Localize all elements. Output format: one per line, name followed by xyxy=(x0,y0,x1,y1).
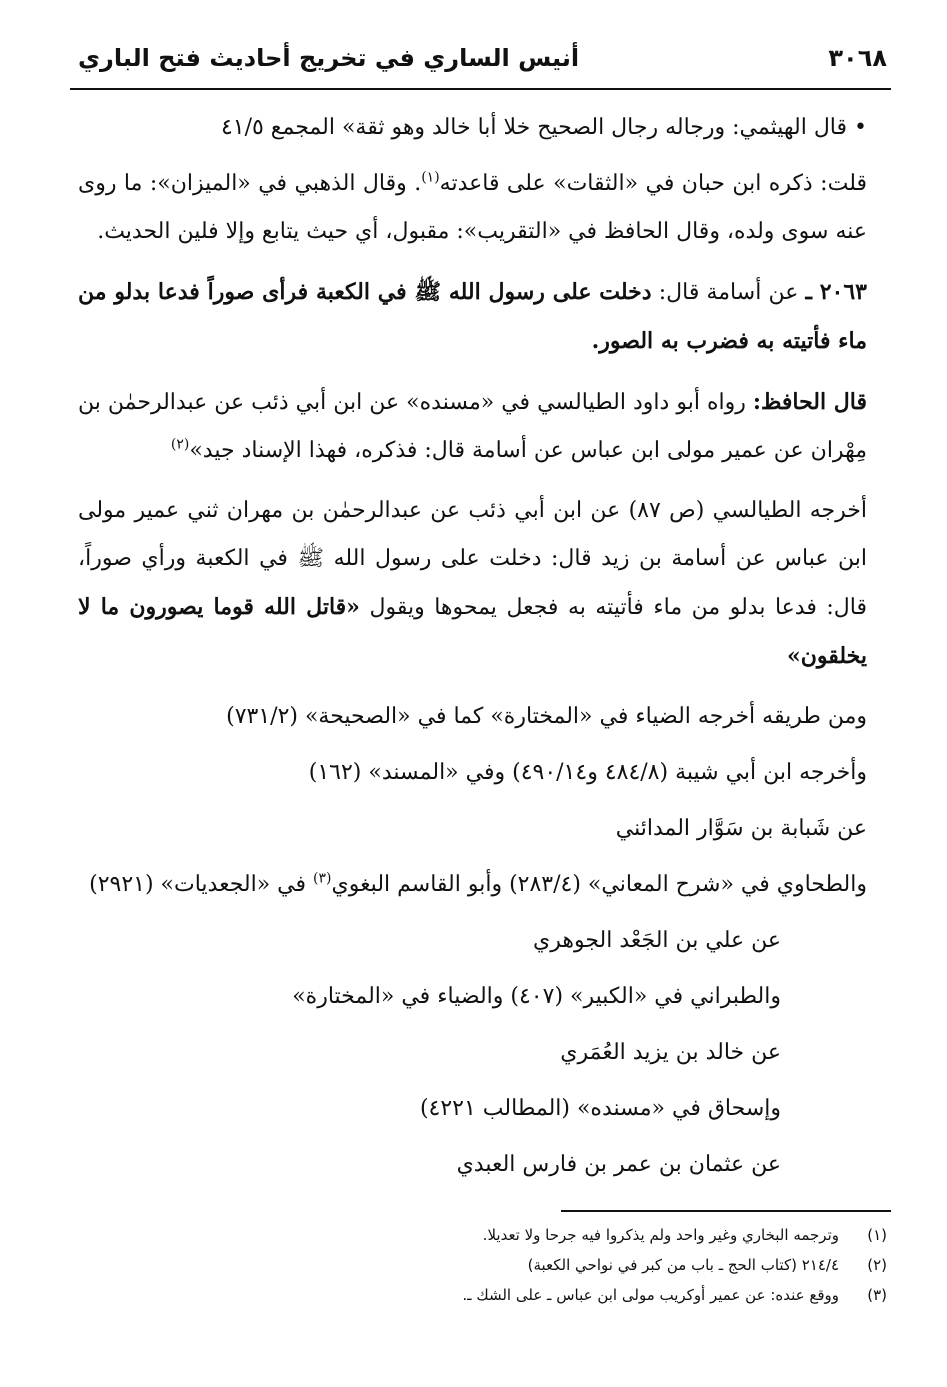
footnote-ref-1[interactable]: (١) xyxy=(421,169,440,186)
header-divider xyxy=(70,88,891,90)
footnote-ref-2[interactable]: (٢) xyxy=(170,436,190,453)
narrator-line: عن علي بن الجَعْد الجوهري xyxy=(533,928,781,953)
takhrij-line: والطبراني في «الكبير» (٤٠٧) والضياء في «المختارة» xyxy=(292,984,781,1009)
hadith-matn: دخلت على رسول الله ﷺ في الكعبة فرأى صوراً فدعا بدلو من ماء فأتيته به فضرب به الصور. xyxy=(78,279,867,354)
footnotes xyxy=(80,1220,887,1310)
footnote-ref-3[interactable]: (٣) xyxy=(313,870,332,887)
footnote-2: (٢) ٢١٤/٤ (كتاب الحج ـ باب من كبر في نواحي الكعبة) xyxy=(527,1256,887,1274)
hadith-2063: ٢٠٦٣ ـ عن أسامة قال: دخلت على رسول الله ﷺ في الكعبة فرأى صوراً فدعا بدلو من ماء فأتيته به فضرب به الصور. xyxy=(78,279,867,354)
narrator-line: عن عثمان بن عمر بن فارس العبدي xyxy=(456,1152,781,1177)
page-number: ٣٠٦٨ xyxy=(828,44,887,72)
footnote-3: (٣) ووقع عنده: عن عمير أوكريب مولى ابن عباس ـ على الشك ـ. xyxy=(462,1286,887,1304)
footnote-1: (١) وترجمه البخاري وغير واحد ولم يذكروا فيه جرحا ولا تعديلا. xyxy=(482,1226,887,1244)
hadith-number: ٢٠٦٣ ـ xyxy=(805,279,867,305)
tayalisi-takhrij: أخرجه الطيالسي (ص ٨٧) عن ابن أبي ذئب عن عبدالرحمٰن بن مهران ثني عمير مولى ابن عباس عن أسامة بن زيد قال: دخلت على رسول الله ﷺ في الكعبة ورأي صوراً، قال: فدعا بدلو من ماء فأتيته به فجعل يمحوها ويقول «قاتل الله قوما يصورون ما لا يخلقون» xyxy=(78,498,867,669)
book-title: أنيس الساري في تخريج أحاديث فتح الباري xyxy=(78,44,580,72)
narrator-line: عن شَبابة بن سَوَّار المدائني xyxy=(615,816,867,841)
hadith-quote: «قاتل الله قوما يصورون ما لا يخلقون» xyxy=(78,594,867,669)
takhrij-line: والطحاوي في «شرح المعاني» (٢٨٣/٤) وأبو القاسم البغوي$^{(٣)}$ في «الجعديات» (٢٩٢١) xyxy=(89,870,867,897)
page-header xyxy=(78,30,887,86)
main-text xyxy=(78,104,891,1197)
takhrij-line: وإسحاق في «مسنده» (المطالب ٤٢٢١) xyxy=(419,1096,781,1121)
footnote-divider xyxy=(561,1210,891,1212)
takhrij-line: ومن طريقه أخرجه الضياء في «المختارة» كما في «الصحيحة» (٧٣١/٢) xyxy=(226,704,867,729)
hafiz-statement: قال الحافظ: رواه أبو داود الطيالسي في «مسنده» عن ابن أبي ذئب عن عبدالرحمٰن بن مِهْران عن عمير مولى ابن عباس عن أسامة قال: فذكره، فهذا الإسناد جيد»$^{(٢)}$ xyxy=(78,389,868,463)
haythami-quote: • قال الهيثمي: ورجاله رجال الصحيح خلا أبا خالد وهو ثقة» المجمع ٤١/٥ xyxy=(220,115,867,140)
author-comment: قلت: ذكره ابن حبان في «الثقات» على قاعدته$^{(١)}$. وقال الذهبي في «الميزان»: ما روى عنه سوى ولده، وقال الحافظ في «التقريب»: مقبول، أي حيث يتابع وإلا فلين الحديث. xyxy=(78,169,867,244)
narrator-line: عن خالد بن يزيد العُمَري xyxy=(560,1040,781,1065)
takhrij-line: وأخرجه ابن أبي شيبة (٤٨٤/٨ و٤٩٠/١٤) وفي «المسند» (١٦٢) xyxy=(308,760,867,785)
hafiz-label: قال الحافظ: xyxy=(752,389,868,415)
